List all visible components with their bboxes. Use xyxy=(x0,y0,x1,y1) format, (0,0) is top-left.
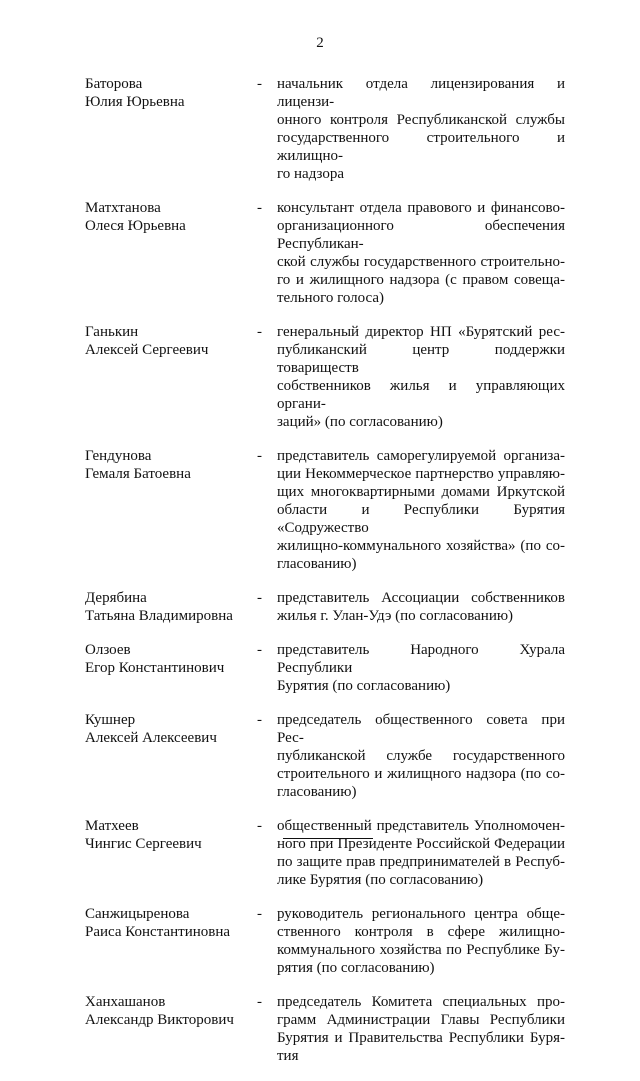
member-surname: Олзоев xyxy=(85,642,131,658)
role-line: консультант отдела правового и финансово- xyxy=(277,200,565,216)
role-line: руководитель регионального центра обще- xyxy=(277,906,565,922)
role-line: Бурятия (по согласованию) xyxy=(277,678,451,694)
member-entry xyxy=(85,641,580,695)
member-name xyxy=(85,641,257,695)
role-line: публиканский центр поддержки товариществ xyxy=(277,342,565,376)
role-line: щих многоквартирными домами Иркутской xyxy=(277,484,565,500)
member-name xyxy=(85,993,257,1065)
role-line: государственного строительного и жилищно- xyxy=(277,130,565,164)
role-line: ного при Президенте Российской Федерации xyxy=(277,836,565,852)
role-line: строительного и жилищного надзора (по со- xyxy=(277,766,565,782)
entry-dash: - xyxy=(257,642,262,658)
member-entry xyxy=(85,817,580,889)
member-role-description xyxy=(277,641,565,695)
role-line: публиканской службе государственного xyxy=(277,748,565,764)
member-role-description xyxy=(277,323,565,431)
entry-dash: - xyxy=(257,200,262,216)
member-surname: Гендунова xyxy=(85,448,152,464)
role-line: го и жилищного надзора (с правом совеща- xyxy=(277,272,565,288)
member-list xyxy=(85,75,580,1081)
member-surname: Ганькин xyxy=(85,324,139,340)
member-given-names: Гемаля Батоевна xyxy=(85,466,191,482)
entry-dash: - xyxy=(257,906,262,922)
role-line: ции Некоммерческое партнерство управляю- xyxy=(277,466,565,482)
member-entry xyxy=(85,993,580,1065)
member-name xyxy=(85,447,257,573)
role-line: представитель саморегулируемой организа- xyxy=(277,448,565,464)
entry-dash: - xyxy=(257,994,262,1010)
member-entry xyxy=(85,75,580,183)
member-entry xyxy=(85,323,580,431)
member-role-description xyxy=(277,711,565,801)
role-line: по защите прав предпринимателей в Респуб- xyxy=(277,854,565,870)
member-role-description xyxy=(277,75,565,183)
role-line: жилищно-коммунального хозяйства» (по со- xyxy=(277,538,565,554)
member-surname: Ханхашанов xyxy=(85,994,166,1010)
role-line: председатель Комитета специальных про- xyxy=(277,994,565,1010)
member-name xyxy=(85,323,257,431)
role-line: собственников жилья и управляющих органи- xyxy=(277,378,565,412)
member-surname: Матхеев xyxy=(85,818,139,834)
member-given-names: Алексей Сергеевич xyxy=(85,342,209,358)
member-role-description xyxy=(277,993,565,1065)
role-line: гласованию) xyxy=(277,784,357,800)
role-line: генеральный директор НП «Бурятский рес- xyxy=(277,324,565,340)
page-number: 2 xyxy=(316,35,324,51)
member-given-names: Егор Константинович xyxy=(85,660,225,676)
role-line: жилья г. Улан-Удэ (по согласованию) xyxy=(277,608,514,624)
member-given-names: Александр Викторович xyxy=(85,1012,234,1028)
member-name xyxy=(85,711,257,801)
member-surname: Санжицыренова xyxy=(85,906,190,922)
member-given-names: Раиса Константиновна xyxy=(85,924,231,940)
role-line: области и Республики Бурятия «Содружество xyxy=(277,502,565,536)
role-line: заций» (по согласованию) xyxy=(277,414,443,430)
member-role-description xyxy=(277,447,565,573)
member-entry xyxy=(85,711,580,801)
role-line: Бурятия и Правительства Республики Буря- xyxy=(277,1030,565,1046)
member-entry xyxy=(85,199,580,307)
role-line: грамм Администрации Главы Республики xyxy=(277,1012,565,1028)
role-line: представитель Народного Хурала Республики xyxy=(277,642,565,676)
role-line: организационного обеспечения Республикан- xyxy=(277,218,565,252)
role-line: начальник отдела лицензирования и лицензи- xyxy=(277,76,565,110)
member-role-description xyxy=(277,817,565,889)
member-surname: Дерябина xyxy=(85,590,147,606)
entry-dash: - xyxy=(257,448,262,464)
member-name xyxy=(85,589,257,625)
member-surname: Матхтанова xyxy=(85,200,161,216)
role-line: гласованию) xyxy=(277,556,357,572)
role-line: ственного контроля в сфере жилищно- xyxy=(277,924,565,940)
member-given-names: Чингис Сергеевич xyxy=(85,836,202,852)
entry-dash: - xyxy=(257,76,262,92)
role-line: представитель Ассоциации собственников xyxy=(277,590,565,606)
member-given-names: Татьяна Владимировна xyxy=(85,608,233,624)
member-given-names: Олеся Юрьевна xyxy=(85,218,186,234)
member-role-description xyxy=(277,199,565,307)
role-line: председатель общественного совета при Рес- xyxy=(277,712,565,746)
entry-dash: - xyxy=(257,818,262,834)
member-name xyxy=(85,817,257,889)
role-line: ской службы государственного строительно- xyxy=(277,254,565,270)
member-role-description xyxy=(277,905,565,977)
role-line: онного контроля Республиканской службы xyxy=(277,112,565,128)
member-name xyxy=(85,905,257,977)
entry-dash: - xyxy=(257,324,262,340)
member-given-names: Алексей Алексеевич xyxy=(85,730,217,746)
role-line: тельного голоса) xyxy=(277,290,385,306)
member-role-description xyxy=(277,589,565,625)
member-name xyxy=(85,199,257,307)
entry-dash: - xyxy=(257,712,262,728)
member-given-names: Юлия Юрьевна xyxy=(85,94,185,110)
role-line: общественный представитель Уполномочен- xyxy=(277,818,565,834)
role-line: лике Бурятия (по согласованию) xyxy=(277,872,484,888)
role-line: го надзора xyxy=(277,166,345,182)
member-entry xyxy=(85,589,580,625)
role-line: рятия (по согласованию) xyxy=(277,960,435,976)
role-line: коммунального хозяйства по Республике Бу- xyxy=(277,942,565,958)
end-rule xyxy=(283,838,373,839)
member-surname: Баторова xyxy=(85,76,143,92)
role-line: тия xyxy=(277,1048,299,1064)
entry-dash: - xyxy=(257,590,262,606)
member-entry xyxy=(85,905,580,977)
member-entry xyxy=(85,447,580,573)
member-surname: Кушнер xyxy=(85,712,136,728)
member-name xyxy=(85,75,257,183)
